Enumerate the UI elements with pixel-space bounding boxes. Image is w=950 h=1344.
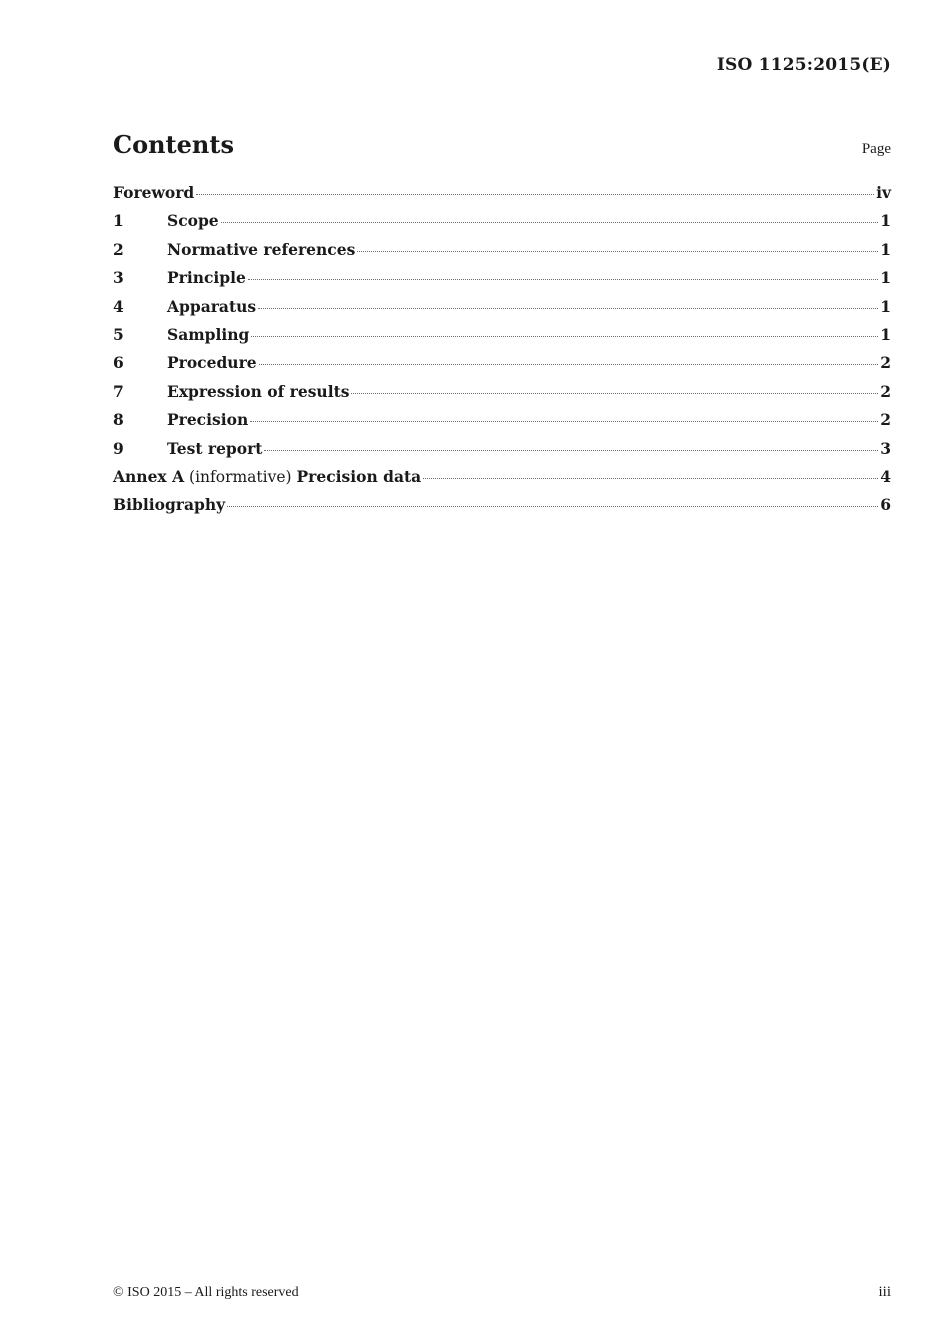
toc-entry-title: Sampling: [167, 324, 250, 344]
toc-entry-procedure[interactable]: [113, 353, 891, 381]
toc-entry-foreword[interactable]: [113, 183, 891, 211]
toc-entry-page: 6: [880, 495, 891, 515]
toc-entry-annex-a[interactable]: [113, 467, 891, 495]
toc-entry-number: 7: [113, 381, 124, 401]
toc-entry-title: Normative references: [167, 239, 356, 259]
dot-leader: [357, 251, 878, 252]
toc-entry-title: Precision: [167, 410, 249, 430]
toc-entry-page: 4: [880, 466, 891, 486]
toc-entry-precision[interactable]: [113, 410, 891, 438]
toc-entry-page: 2: [880, 381, 891, 401]
toc-entry-number: 1: [113, 211, 124, 231]
toc-entry-bibliography[interactable]: [113, 495, 891, 523]
toc-entry-page: 3: [880, 438, 891, 458]
toc-entry-page: iv: [876, 183, 891, 202]
toc-entry-page: 1: [880, 296, 891, 316]
dot-leader: [251, 336, 878, 337]
toc-entry-expression-of-results[interactable]: [113, 382, 891, 410]
dot-leader: [264, 450, 878, 451]
toc-entry-number: 2: [113, 239, 124, 259]
dot-leader: [423, 478, 878, 479]
dot-leader: [259, 364, 879, 365]
toc-entry-number: 3: [113, 268, 124, 288]
page-column-label: Page: [861, 141, 891, 157]
toc-entry-title: Procedure: [167, 353, 257, 373]
toc-entry-number: 6: [113, 353, 124, 373]
dot-leader: [227, 506, 878, 507]
toc-entry-number: 9: [113, 438, 124, 458]
toc-entry-title: Expression of results: [167, 381, 350, 401]
toc-entry-test-report[interactable]: [113, 439, 891, 467]
document-id: ISO 1125:2015(E): [716, 55, 891, 75]
toc-entry-title: Scope: [167, 211, 219, 231]
toc-entry-page: 1: [880, 211, 891, 231]
toc-entry-page: 1: [880, 268, 891, 288]
toc-entry-number: 4: [113, 296, 124, 316]
toc-entry-number: 5: [113, 324, 124, 344]
dot-leader: [196, 194, 874, 195]
toc-entry-annex-label: [113, 467, 421, 486]
contents-heading: Contents: [113, 130, 234, 159]
toc-entry-title: Foreword: [113, 183, 195, 202]
toc-entry-page: 2: [880, 353, 891, 373]
toc-entry-title: Test report: [167, 438, 263, 458]
toc-entry-page: 1: [880, 239, 891, 259]
page-number: iii: [878, 1284, 891, 1300]
dot-leader: [250, 421, 878, 422]
toc-entry-number: 8: [113, 410, 124, 430]
dot-leader: [221, 222, 879, 223]
dot-leader: [248, 279, 878, 280]
annex-note: (informative): [184, 467, 297, 486]
copyright-notice: © ISO 2015 – All rights reserved: [113, 1285, 299, 1300]
dot-leader: [258, 308, 878, 309]
toc-entry-normative-references[interactable]: [113, 240, 891, 268]
table-of-contents: [113, 183, 891, 524]
dot-leader: [351, 393, 878, 394]
toc-entry-scope[interactable]: [113, 211, 891, 239]
toc-entry-apparatus[interactable]: [113, 297, 891, 325]
toc-entry-page: 2: [880, 410, 891, 430]
annex-title: Precision data: [296, 466, 422, 486]
toc-entry-title: Bibliography: [113, 495, 226, 515]
toc-entry-sampling[interactable]: [113, 325, 891, 353]
toc-entry-page: 1: [880, 324, 891, 344]
toc-entry-principle[interactable]: [113, 268, 891, 296]
toc-entry-title: Apparatus: [167, 296, 257, 316]
toc-entry-title: Principle: [167, 268, 246, 288]
annex-prefix: Annex A: [113, 466, 185, 486]
